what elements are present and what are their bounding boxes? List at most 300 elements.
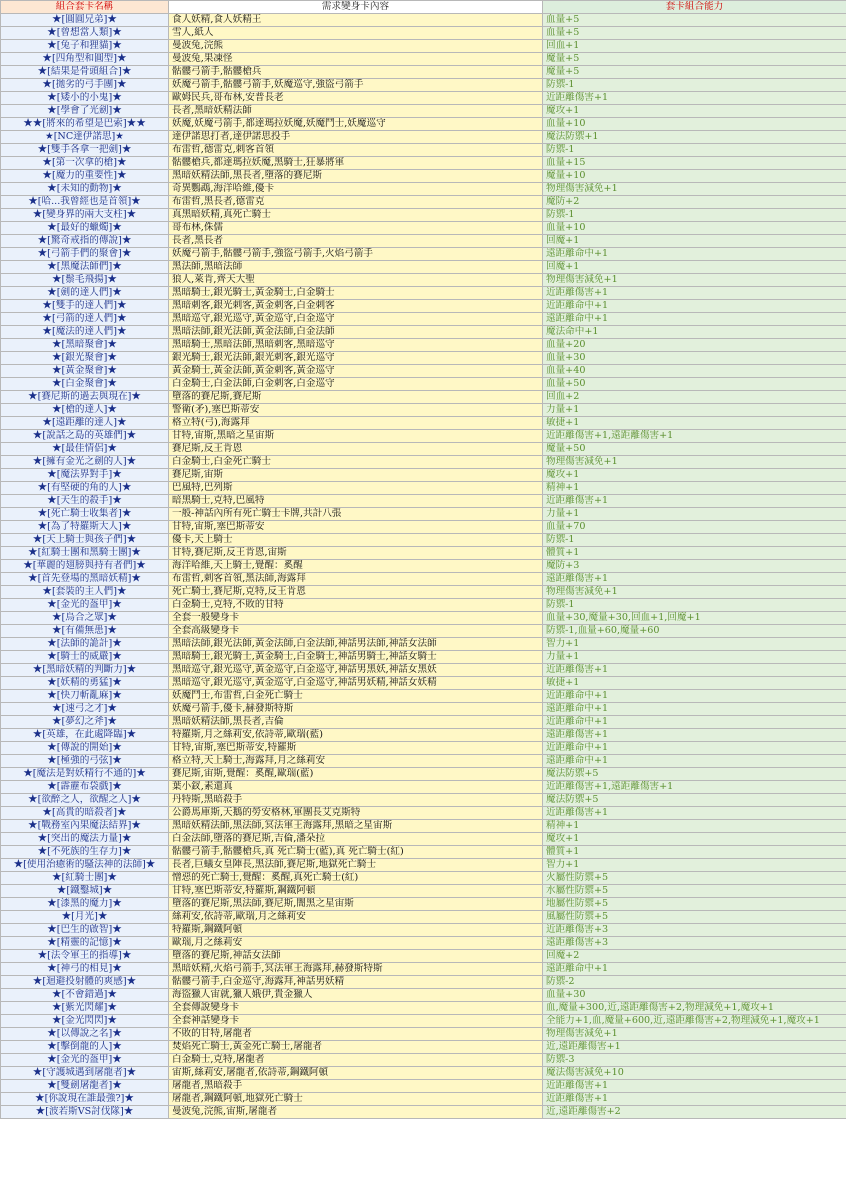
requirement-cell: 賽尼斯,反王肯恩 xyxy=(169,443,543,456)
requirement-cell: 黑暗巡守,銀光巡守,黃金巡守,白金巡守,神話男妖精,神話女妖精 xyxy=(169,677,543,690)
bonus-cell: 近距離傷害+1,遠距離傷害+1 xyxy=(543,781,846,794)
bonus-cell: 血,魔量+300,近,遠距離傷害+2,物理減免+1,魔攻+1 xyxy=(543,1002,846,1015)
set-name-cell: ★[雙手各拿一把劍]★ xyxy=(1,144,169,157)
requirement-cell: 黑暗騎士,銀光騎士,黃金騎士,白金騎士 xyxy=(169,287,543,300)
table-row xyxy=(1,352,846,365)
requirement-cell: 妖魔弓箭手,骷髏弓箭手,妖魔巡守,強盜弓箭手 xyxy=(169,79,543,92)
bonus-cell: 血量+15 xyxy=(543,157,846,170)
requirement-cell: 甘特,宙斯,黑暗之星宙斯 xyxy=(169,430,543,443)
requirement-cell: 墮落的賽尼斯,神話女法師 xyxy=(169,950,543,963)
bonus-cell: 防禦-1 xyxy=(543,209,846,222)
table-row xyxy=(1,898,846,911)
table-row xyxy=(1,430,846,443)
requirement-cell: 格立特(弓),海露拜 xyxy=(169,417,543,430)
requirement-cell: 曼波兔,浣熊 xyxy=(169,40,543,53)
requirement-cell: 焚焰死亡騎士,黃金死亡騎士,屠龍者 xyxy=(169,1041,543,1054)
bonus-cell: 魔量+10 xyxy=(543,170,846,183)
requirement-cell: 絲莉安,依詩蒂,歐瑞,月之絲莉安 xyxy=(169,911,543,924)
set-name-cell: ★[戰務室內果魔法結界]★ xyxy=(1,820,169,833)
requirement-cell: 一般-神話內所有死亡騎士卡牌,共計八張 xyxy=(169,508,543,521)
set-name-cell: ★[矮小的小鬼]★ xyxy=(1,92,169,105)
set-name-cell: ★[烏合之眾]★ xyxy=(1,612,169,625)
set-name-cell: ★[擁有金光之劍的人]★ xyxy=(1,456,169,469)
set-name-cell: ★[魔力的重要性]★ xyxy=(1,170,169,183)
set-name-cell: ★[最佳情侶]★ xyxy=(1,443,169,456)
bonus-cell: 遠距離命中+1 xyxy=(543,313,846,326)
set-name-cell: ★[欲醉之人，欲醒之人]★ xyxy=(1,794,169,807)
bonus-cell: 近距離命中+1 xyxy=(543,690,846,703)
table-row xyxy=(1,261,846,274)
bonus-cell: 魔防+2 xyxy=(543,196,846,209)
table-row xyxy=(1,716,846,729)
bonus-cell: 力量+1 xyxy=(543,508,846,521)
set-name-cell: ★[紫光閃耀]★ xyxy=(1,1002,169,1015)
requirement-cell: 警衛(矛),塞巴斯蒂安 xyxy=(169,404,543,417)
set-name-cell: ★[首先登場的黑暗妖精]★ xyxy=(1,573,169,586)
bonus-cell: 防禦-1 xyxy=(543,534,846,547)
set-name-cell: ★[妖精的勇猛]★ xyxy=(1,677,169,690)
requirement-cell: 黑暗刺客,銀光刺客,黃金刺客,白金刺客 xyxy=(169,300,543,313)
requirement-cell: 墮落的賽尼斯,黑法師,賽尼斯,闇黑之星宙斯 xyxy=(169,898,543,911)
requirement-cell: 甘特,賽尼斯,反王肯恩,宙斯 xyxy=(169,547,543,560)
set-name-cell: ★[神弓的相見]★ xyxy=(1,963,169,976)
bonus-cell: 近距離傷害+1 xyxy=(543,664,846,677)
requirement-cell: 賽尼斯,宙斯,覺醒：奚醒,歐瑞(藍) xyxy=(169,768,543,781)
table-row xyxy=(1,703,846,716)
requirement-cell: 全套一般變身卡 xyxy=(169,612,543,625)
requirement-cell: 雪人,紙人 xyxy=(169,27,543,40)
bonus-cell: 血量+30 xyxy=(543,989,846,1002)
table-row xyxy=(1,339,846,352)
table-header-row xyxy=(1,1,846,14)
bonus-cell: 水屬性防禦+5 xyxy=(543,885,846,898)
set-name-cell: ★[魔法是對妖精行不通的]★ xyxy=(1,768,169,781)
table-row xyxy=(1,729,846,742)
bonus-cell: 近,遠距離傷害+2 xyxy=(543,1106,846,1119)
table-row xyxy=(1,209,846,222)
requirement-cell: 特羅斯,鋼鐵阿頓 xyxy=(169,924,543,937)
requirement-cell: 狼人,萊肯,齊天大聖 xyxy=(169,274,543,287)
set-name-cell: ★[死亡騎士收集者]★ xyxy=(1,508,169,521)
set-name-cell: ★[兔子和狸貓]★ xyxy=(1,40,169,53)
table-row xyxy=(1,1093,846,1106)
bonus-cell: 近,遠距離傷害+1 xyxy=(543,1041,846,1054)
set-name-cell: ★[說話之島的英雄們]★ xyxy=(1,430,169,443)
bonus-cell: 血量+5 xyxy=(543,27,846,40)
table-row xyxy=(1,1067,846,1080)
requirement-cell: 歐瑞,月之絲莉安 xyxy=(169,937,543,950)
table-row xyxy=(1,924,846,937)
requirement-cell: 黑暗法師,銀光法師,黃金法師,白金法師,神話男法師,神話女法師 xyxy=(169,638,543,651)
table-row xyxy=(1,573,846,586)
table-row xyxy=(1,326,846,339)
table-row xyxy=(1,859,846,872)
table-row xyxy=(1,92,846,105)
bonus-cell: 遠距離命中+1 xyxy=(543,703,846,716)
table-row xyxy=(1,547,846,560)
bonus-cell: 防禦-3 xyxy=(543,1054,846,1067)
requirement-cell: 骷髏弓箭手,白金巡守,海露拜,神話男妖精 xyxy=(169,976,543,989)
requirement-cell: 妖魔弓箭手,優卡,赫發斯特斯 xyxy=(169,703,543,716)
set-name-cell: ★[最好的蠟燭]★ xyxy=(1,222,169,235)
requirement-cell: 白金騎士,白金法師,白金刺客,白金巡守 xyxy=(169,378,543,391)
table-row xyxy=(1,1041,846,1054)
bonus-cell: 血量+5 xyxy=(543,14,846,27)
requirement-cell: 特羅斯,月之絲莉安,依詩蒂,歐瑞(藍) xyxy=(169,729,543,742)
set-name-cell: ★[英雄，在此處降臨]★ xyxy=(1,729,169,742)
set-name-cell: ★[有備無患]★ xyxy=(1,625,169,638)
set-name-cell: ★[精靈的記憶]★ xyxy=(1,937,169,950)
table-row xyxy=(1,989,846,1002)
set-name-cell: ★★[將來的希望是巴索]★★ xyxy=(1,118,169,131)
bonus-cell: 力量+1 xyxy=(543,651,846,664)
set-name-cell: ★[高貴的暗殺者]★ xyxy=(1,807,169,820)
header-set-name: 組合套卡名稱 xyxy=(1,1,169,14)
set-name-cell: ★[賽尼斯的過去與現在]★ xyxy=(1,391,169,404)
requirement-cell: 妖魔鬥士,布雷哲,白金死亡騎士 xyxy=(169,690,543,703)
table-row xyxy=(1,404,846,417)
bonus-cell: 地屬性防禦+5 xyxy=(543,898,846,911)
requirement-cell: 屠龍者,黑暗殺手 xyxy=(169,1080,543,1093)
set-name-cell: ★[四角型和圓型]★ xyxy=(1,53,169,66)
requirement-cell: 黑暗妖精,火焰弓箭手,冥法軍王海露拜,赫發斯特斯 xyxy=(169,963,543,976)
table-row xyxy=(1,599,846,612)
requirement-cell: 骷髏弓箭手,骷髏槍兵 xyxy=(169,66,543,79)
bonus-cell: 魔攻+1 xyxy=(543,105,846,118)
requirement-cell: 海洋哈維,天上騎士,覺醒：奚醒 xyxy=(169,560,543,573)
table-row xyxy=(1,27,846,40)
set-name-cell: ★[使用治癒術的騷法神的法師]★ xyxy=(1,859,169,872)
table-row xyxy=(1,287,846,300)
table-row xyxy=(1,469,846,482)
table-row xyxy=(1,313,846,326)
table-row xyxy=(1,482,846,495)
bonus-cell: 血量+50 xyxy=(543,378,846,391)
table-row xyxy=(1,14,846,27)
bonus-cell: 火屬性防禦+5 xyxy=(543,872,846,885)
requirement-cell: 死亡騎士,賽尼斯,克特,反王肯恩 xyxy=(169,586,543,599)
table-row xyxy=(1,144,846,157)
set-name-cell: ★[突出的魔法力量]★ xyxy=(1,833,169,846)
set-name-cell: ★[紅騎士團和黑騎士團]★ xyxy=(1,547,169,560)
requirement-cell: 丹特斯,黑暗殺手 xyxy=(169,794,543,807)
table-row xyxy=(1,690,846,703)
set-name-cell: ★[雙劍屠龍者]★ xyxy=(1,1080,169,1093)
requirement-cell: 歐姆民兵,哥布林,安普長老 xyxy=(169,92,543,105)
requirement-cell: 銀光騎士,銀光法師,銀光刺客,銀光巡守 xyxy=(169,352,543,365)
bonus-cell: 回魔+2 xyxy=(543,950,846,963)
bonus-cell: 回血+2 xyxy=(543,391,846,404)
set-name-cell: ★[學會了光劍]★ xyxy=(1,105,169,118)
set-name-cell: ★[槍的達人]★ xyxy=(1,404,169,417)
table-row xyxy=(1,937,846,950)
table-row xyxy=(1,157,846,170)
requirement-cell: 不敗的甘特,屠龍者 xyxy=(169,1028,543,1041)
bonus-cell: 近距離傷害+1 xyxy=(543,807,846,820)
requirement-cell: 格立特,天上騎士,海露拜,月之絲莉安 xyxy=(169,755,543,768)
requirement-cell: 黑暗妖精法師,黑長者,墮落的賽尼斯 xyxy=(169,170,543,183)
table-row xyxy=(1,677,846,690)
set-name-cell: ★[為了特羅斯大人]★ xyxy=(1,521,169,534)
table-row xyxy=(1,560,846,573)
bonus-cell: 遠距離命中+1 xyxy=(543,248,846,261)
bonus-cell: 魔法防禦+1 xyxy=(543,131,846,144)
bonus-cell: 遠距離傷害+1 xyxy=(543,729,846,742)
bonus-cell: 魔法命中+1 xyxy=(543,326,846,339)
requirement-cell: 黑暗騎士,銀光騎士,黃金騎士,白金騎士,神話男騎士,神話女騎士 xyxy=(169,651,543,664)
header-requirement: 需求變身卡內容 xyxy=(169,1,543,14)
bonus-cell: 回魔+1 xyxy=(543,235,846,248)
bonus-cell: 體質+1 xyxy=(543,846,846,859)
requirement-cell: 達伊諾思打者,達伊諾思投手 xyxy=(169,131,543,144)
bonus-cell: 物理傷害減免+1 xyxy=(543,1028,846,1041)
requirement-cell: 黑暗巡守,銀光巡守,黃金巡守,白金巡守,神話男黑妖,神話女黑妖 xyxy=(169,664,543,677)
requirement-cell: 全套神話變身卡 xyxy=(169,1015,543,1028)
bonus-cell: 血量+40 xyxy=(543,365,846,378)
table-row xyxy=(1,53,846,66)
bonus-cell: 物理傷害減免+1 xyxy=(543,274,846,287)
set-name-cell: ★[漆黑的魔力]★ xyxy=(1,898,169,911)
requirement-cell: 長者,黑長者 xyxy=(169,235,543,248)
set-name-cell: ★[騎士的威嚴]★ xyxy=(1,651,169,664)
set-name-cell: ★[弓箭手們的聚會]★ xyxy=(1,248,169,261)
set-name-cell: ★[黃金聚會]★ xyxy=(1,365,169,378)
table-row xyxy=(1,378,846,391)
set-name-cell: ★[法令軍王的指導]★ xyxy=(1,950,169,963)
bonus-cell: 遠距離傷害+1 xyxy=(543,573,846,586)
requirement-cell: 白金法師,墮落的賽尼斯,吉倫,潘朵拉 xyxy=(169,833,543,846)
bonus-cell: 魔量+5 xyxy=(543,66,846,79)
set-name-cell: ★[結果是骨頭組合]★ xyxy=(1,66,169,79)
bonus-cell: 防禦-1,血量+60,魔量+60 xyxy=(543,625,846,638)
requirement-cell: 屠龍者,鋼鐵阿頓,地獄死亡騎士 xyxy=(169,1093,543,1106)
requirement-cell: 宙斯,絲莉安,屠龍者,依詩蒂,鋼鐵阿頓 xyxy=(169,1067,543,1080)
bonus-cell: 魔法防禦+5 xyxy=(543,794,846,807)
table-row xyxy=(1,638,846,651)
set-name-cell: ★[擊倒龍的人]★ xyxy=(1,1041,169,1054)
requirement-cell: 憎惡的死亡騎士,覺醒：奚醒,真死亡騎士(紅) xyxy=(169,872,543,885)
set-name-cell: ★[以傳說之名]★ xyxy=(1,1028,169,1041)
bonus-cell: 近距離傷害+1 xyxy=(543,495,846,508)
table-row xyxy=(1,950,846,963)
set-name-cell: ★[迴避投射體的爽感]★ xyxy=(1,976,169,989)
bonus-cell: 魔量+5 xyxy=(543,53,846,66)
set-name-cell: ★[夢幻之斧]★ xyxy=(1,716,169,729)
requirement-cell: 布雷哲,黑長者,德雷克 xyxy=(169,196,543,209)
set-name-cell: ★[弓箭的達人們]★ xyxy=(1,313,169,326)
set-name-cell: ★[曾想當人類]★ xyxy=(1,27,169,40)
table-row xyxy=(1,131,846,144)
table-row xyxy=(1,768,846,781)
set-name-cell: ★[金光閃閃]★ xyxy=(1,1015,169,1028)
requirement-cell: 妖魔弓箭手,骷髏弓箭手,強盜弓箭手,火焰弓箭手 xyxy=(169,248,543,261)
table-row xyxy=(1,586,846,599)
table-row xyxy=(1,1054,846,1067)
table-row xyxy=(1,794,846,807)
requirement-cell: 白金騎士,克特,不敗的甘特 xyxy=(169,599,543,612)
requirement-cell: 甘特,塞巴斯蒂安,特羅斯,鋼鐵阿頓 xyxy=(169,885,543,898)
table-row xyxy=(1,1080,846,1093)
set-name-cell: ★[極強的弓弦]★ xyxy=(1,755,169,768)
set-name-cell: ★[黑魔法師們]★ xyxy=(1,261,169,274)
table-row xyxy=(1,1106,846,1119)
set-name-cell: ★[拋劣的弓手團]★ xyxy=(1,79,169,92)
table-row xyxy=(1,391,846,404)
table-row xyxy=(1,365,846,378)
table-row xyxy=(1,963,846,976)
table-row xyxy=(1,612,846,625)
table-row xyxy=(1,807,846,820)
requirement-cell: 妖魔,妖魔弓箭手,都達瑪拉妖魔,妖魔鬥士,妖魔巡守 xyxy=(169,118,543,131)
set-name-cell: ★[白金聚會]★ xyxy=(1,378,169,391)
requirement-cell: 全套傳說變身卡 xyxy=(169,1002,543,1015)
table-row xyxy=(1,170,846,183)
set-name-cell: ★[不死族的生存力]★ xyxy=(1,846,169,859)
table-row xyxy=(1,1002,846,1015)
bonus-cell: 血量+30 xyxy=(543,352,846,365)
bonus-cell: 魔法防禦+5 xyxy=(543,768,846,781)
bonus-cell: 全能力+1,血,魔量+600,近,遠距離傷害+2,物理減免+1,魔攻+1 xyxy=(543,1015,846,1028)
bonus-cell: 體質+1 xyxy=(543,547,846,560)
table-row xyxy=(1,651,846,664)
bonus-cell: 風屬性防禦+5 xyxy=(543,911,846,924)
bonus-cell: 智力+1 xyxy=(543,859,846,872)
requirement-cell: 骷髏弓箭手,骷髏槍兵,真 死亡騎士(藍),真 死亡騎士(紅) xyxy=(169,846,543,859)
requirement-cell: 白金騎士,克特,屠龍者 xyxy=(169,1054,543,1067)
bonus-cell: 魔攻+1 xyxy=(543,833,846,846)
set-name-cell: ★[未知的動物]★ xyxy=(1,183,169,196)
requirement-cell: 公爵馬庫斯,天鵝的勞安格林,軍團長艾克斯特 xyxy=(169,807,543,820)
bonus-cell: 防禦-1 xyxy=(543,144,846,157)
set-name-cell: ★[守護城遇到屠龍者]★ xyxy=(1,1067,169,1080)
table-row xyxy=(1,183,846,196)
set-name-cell: ★[驚奇戒指的傳說]★ xyxy=(1,235,169,248)
bonus-cell: 物理傷害減免+1 xyxy=(543,586,846,599)
bonus-cell: 防禦-2 xyxy=(543,976,846,989)
table-row xyxy=(1,1028,846,1041)
table-row xyxy=(1,846,846,859)
bonus-cell: 遠距離傷害+3 xyxy=(543,937,846,950)
table-row xyxy=(1,235,846,248)
set-name-cell: ★[波若斯VS討伐隊]★ xyxy=(1,1106,169,1119)
table-row xyxy=(1,833,846,846)
table-row xyxy=(1,79,846,92)
bonus-cell: 近距離傷害+1 xyxy=(543,1093,846,1106)
requirement-cell: 布雷哲,德雷克,刺客首領 xyxy=(169,144,543,157)
requirement-cell: 甘特,宙斯,塞巴斯蒂安,特羅斯 xyxy=(169,742,543,755)
table-row xyxy=(1,456,846,469)
set-name-cell: ★[劍的達人們]★ xyxy=(1,287,169,300)
table-row xyxy=(1,521,846,534)
bonus-cell: 力量+1 xyxy=(543,404,846,417)
table-row xyxy=(1,742,846,755)
set-name-cell: ★[月光]★ xyxy=(1,911,169,924)
table-row xyxy=(1,820,846,833)
table-row xyxy=(1,755,846,768)
table-row xyxy=(1,417,846,430)
table-row xyxy=(1,196,846,209)
bonus-cell: 近距離命中+1 xyxy=(543,716,846,729)
bonus-cell: 物理傷害減免+1 xyxy=(543,183,846,196)
set-name-cell: ★[金光的盔甲]★ xyxy=(1,599,169,612)
set-name-cell: ★[天上騎士與孩子們]★ xyxy=(1,534,169,547)
bonus-cell: 防禦-1 xyxy=(543,599,846,612)
bonus-cell: 血量+70 xyxy=(543,521,846,534)
requirement-cell: 黑法師,黑暗法師 xyxy=(169,261,543,274)
requirement-cell: 甘特,宙斯,塞巴斯蒂安 xyxy=(169,521,543,534)
bonus-cell: 近距離命中+1 xyxy=(543,300,846,313)
bonus-cell: 血量+20 xyxy=(543,339,846,352)
requirement-cell: 黑暗妖精法師,黑長者,吉倫 xyxy=(169,716,543,729)
table-row xyxy=(1,40,846,53)
bonus-cell: 近距離傷害+3 xyxy=(543,924,846,937)
requirement-cell: 墮落的賽尼斯,賽尼斯 xyxy=(169,391,543,404)
bonus-cell: 遠距離命中+1 xyxy=(543,755,846,768)
table-row xyxy=(1,66,846,79)
set-name-cell: ★[金光的盔甲]★ xyxy=(1,1054,169,1067)
table-row xyxy=(1,248,846,261)
set-name-cell: ★[黑暗聚會]★ xyxy=(1,339,169,352)
set-name-cell: ★[銀光聚會]★ xyxy=(1,352,169,365)
table-row xyxy=(1,274,846,287)
requirement-cell: 白金騎士,白金死亡騎士 xyxy=(169,456,543,469)
set-name-cell: ★[你說現在誰最強?]★ xyxy=(1,1093,169,1106)
requirement-cell: 曼波兔,浣熊,宙斯,屠龍者 xyxy=(169,1106,543,1119)
requirement-cell: 黑暗妖精法師,黑法師,冥法軍王海露拜,黑暗之星宙斯 xyxy=(169,820,543,833)
set-name-cell: ★[圓圓兄弟]★ xyxy=(1,14,169,27)
set-name-cell: ★[不會錯過]★ xyxy=(1,989,169,1002)
bonus-cell: 物理傷害減免+1 xyxy=(543,456,846,469)
bonus-cell: 魔量+50 xyxy=(543,443,846,456)
table-row xyxy=(1,885,846,898)
set-name-cell: ★[紅騎士團]★ xyxy=(1,872,169,885)
requirement-cell: 賽尼斯,宙斯 xyxy=(169,469,543,482)
set-name-cell: ★[華麗的翅膀與持有者們]★ xyxy=(1,560,169,573)
table-row xyxy=(1,625,846,638)
table-row xyxy=(1,222,846,235)
bonus-cell: 近距離傷害+1 xyxy=(543,1080,846,1093)
requirement-cell: 黑暗騎士,黑暗法師,黑暗刺客,黑暗巡守 xyxy=(169,339,543,352)
table-row xyxy=(1,911,846,924)
bonus-cell: 近距離傷害+1 xyxy=(543,287,846,300)
bonus-cell: 回血+1 xyxy=(543,40,846,53)
bonus-cell: 遠距離命中+1 xyxy=(543,963,846,976)
requirement-cell: 黑暗巡守,銀光巡守,黃金巡守,白金巡守 xyxy=(169,313,543,326)
set-name-cell: ★[天生的殺手]★ xyxy=(1,495,169,508)
requirement-cell: 巴風特,巴列斯 xyxy=(169,482,543,495)
bonus-cell: 魔攻+1 xyxy=(543,469,846,482)
bonus-cell: 敏捷+1 xyxy=(543,417,846,430)
bonus-cell: 敏捷+1 xyxy=(543,677,846,690)
set-name-cell: ★[魔法界對手]★ xyxy=(1,469,169,482)
table-row xyxy=(1,105,846,118)
table-row xyxy=(1,872,846,885)
bonus-cell: 精神+1 xyxy=(543,482,846,495)
bonus-cell: 防禦-1 xyxy=(543,79,846,92)
set-name-cell: ★[雙手的達人們]★ xyxy=(1,300,169,313)
set-name-cell: ★[變身界的兩大支柱]★ xyxy=(1,209,169,222)
table-row xyxy=(1,508,846,521)
requirement-cell: 長者,黑暗妖精法師 xyxy=(169,105,543,118)
requirement-cell: 哥布林,侏儒 xyxy=(169,222,543,235)
set-name-cell: ★[NC達伊諾思]★ xyxy=(1,131,169,144)
requirement-cell: 食人妖精,食人妖精王 xyxy=(169,14,543,27)
bonus-cell: 血量+30,魔量+30,回血+1,回魔+1 xyxy=(543,612,846,625)
requirement-cell: 布雷哲,刺客首領,黑法師,海露拜 xyxy=(169,573,543,586)
set-name-cell: ★[遠距離的達人]★ xyxy=(1,417,169,430)
bonus-cell: 血量+10 xyxy=(543,222,846,235)
requirement-cell: 葉小釵,素還真 xyxy=(169,781,543,794)
